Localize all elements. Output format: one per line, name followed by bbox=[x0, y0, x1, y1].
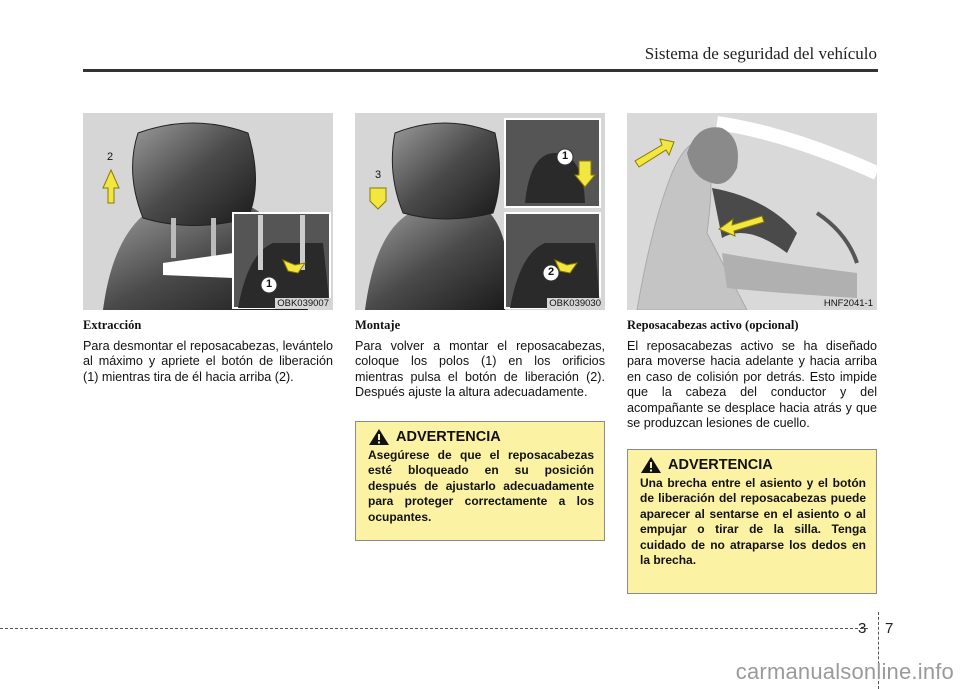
figure-code: OBK039007 bbox=[277, 298, 329, 309]
warning-box-gap bbox=[627, 449, 877, 594]
warning-title: ADVERTENCIA bbox=[668, 457, 773, 473]
figure-label-1: 1 bbox=[562, 150, 569, 162]
figure-headrest-removal bbox=[83, 113, 333, 310]
chapter-number: 3 bbox=[858, 620, 867, 637]
warning-body: Asegúrese de que el reposacabezas esté bloqueado en su posición después de ajustarlo adecuadamente para proteger correctamente a los ocupantes. bbox=[368, 448, 594, 524]
section-heading: Extracción bbox=[83, 318, 142, 332]
section-removal bbox=[83, 318, 333, 385]
warning-icon bbox=[640, 456, 662, 474]
warning-box-lock bbox=[355, 421, 605, 541]
section-body: El reposacabezas activo se ha diseñado para moverse hacia adelante y hacia arriba en caso de colisión por detrás. Esto impide que la cabeza del conductor y del acompañante se desplace hacia atrás y que se produzcan lesiones de cuello. bbox=[627, 339, 877, 431]
section-heading: Reposacabezas activo (opcional) bbox=[627, 318, 799, 332]
figure-code: OBK039030 bbox=[549, 298, 601, 309]
figure-label-2: 2 bbox=[107, 151, 114, 163]
figure-label-1: 1 bbox=[266, 278, 273, 290]
footer-rule bbox=[0, 628, 868, 629]
header-rule bbox=[83, 69, 878, 72]
section-active-headrest bbox=[627, 318, 877, 431]
watermark: carmanualsonline.info bbox=[735, 659, 954, 684]
warning-title: ADVERTENCIA bbox=[396, 429, 501, 445]
figure-label-3: 3 bbox=[375, 169, 382, 181]
figure-label-2: 2 bbox=[548, 266, 555, 278]
warning-icon bbox=[368, 428, 390, 446]
page-number: 7 bbox=[885, 620, 894, 637]
header-title: Sistema de seguridad del vehículo bbox=[644, 44, 877, 63]
section-heading: Montaje bbox=[355, 318, 401, 332]
figure-headrest-installation bbox=[355, 113, 605, 310]
warning-body: Una brecha entre el asiento y el botón de liberación del reposacabezas puede aparecer al sentarse en el asiento o al empujar o tirar de la silla. Tenga cuidado de no atraparse los dedos en la brecha. bbox=[640, 476, 866, 568]
section-body: Para volver a montar el reposacabezas, coloque los polos (1) en los orificios mientras pulsa el botón de liberación (2). Después ajuste la altura adecuadamente. bbox=[355, 339, 605, 400]
section-installation bbox=[355, 318, 605, 401]
figure-code: HNF2041-1 bbox=[823, 298, 873, 309]
figure-active-headrest bbox=[627, 113, 877, 310]
section-body: Para desmontar el reposacabezas, levántelo al máximo y apriete el botón de liberación (1) mientras tira de él hacia arriba (2). bbox=[83, 339, 333, 384]
